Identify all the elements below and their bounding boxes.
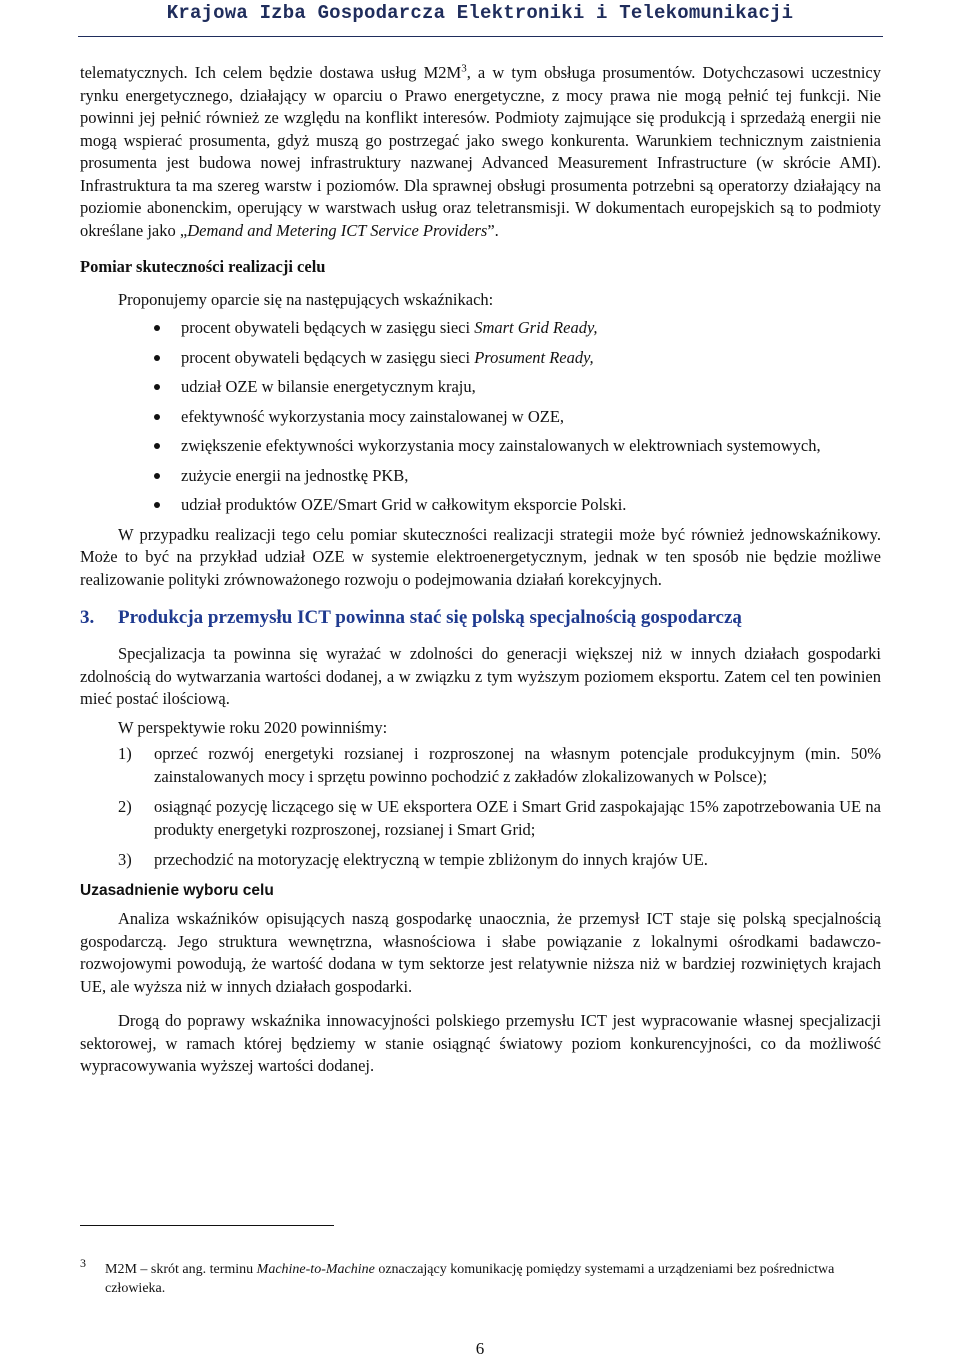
list-item: zwiększenie efektywności wykorzystania mocy zainstalowanych w elektrowniach systemowych, [80, 435, 881, 458]
footnote-ref[interactable]: 3 [461, 62, 467, 75]
page-content [80, 62, 881, 1078]
measurement-heading: Pomiar skuteczności realizacji celu [80, 257, 326, 276]
indicator-list [80, 317, 881, 517]
footnote-rule [80, 1225, 334, 1226]
goals-list [80, 743, 881, 872]
measurement-closing: W przypadku realizacji tego celu pomiar skuteczności realizacji strategii może być również jednowskaźnikowy. Może to być na przykład udział OZE w systemie elektroenergetycznym, jednak w ten sposób nie będzie możliwe realizowanie polityki zrównoważonego rozwoju o podejmowania działań korekcyjnych. [80, 524, 881, 589]
justification-para-2: Drogą do poprawy wskaźnika innowacyjności polskiego przemysłu ICT jest wypracowanie własnej specjalizacji sektorowej, w ramach której będziemy w stanie osiągnąć światowy poziom konkurencyjności, co da możliwość wypracowywania wyższej wartości dodanej. [80, 1011, 881, 1075]
justification-heading: Uzasadnienie wyboru celu [80, 881, 274, 899]
footnote-text: M2M – skrót ang. terminu Machine-to-Machine oznaczający komunikację pomiędzy systemami a urządzeniami bez pośrednictwa człowieka. [105, 1262, 835, 1296]
list-item: zużycie energii na jednostkę PKB, [80, 465, 881, 488]
list-item: 2) osiągnąć pozycję liczącego się w UE eksportera OZE i Smart Grid zaspokajając 15% zapotrzebowania UE na produkty energetyki rozproszonej, rozsianej i Smart Grid; [118, 797, 881, 839]
list-item: 3) przechodzić na motoryzację elektryczną w tempie zbliżonym do innych krajów UE. [118, 850, 708, 869]
measurement-intro: Proponujemy oparcie się na następujących wskaźnikach: [118, 289, 494, 309]
list-item: udział OZE w bilansie energetycznym kraju, [80, 376, 881, 399]
header-title: Krajowa Izba Gospodarcza Elektroniki i Telekomunikacji [166, 2, 794, 24]
section-3-para-2: W perspektywie roku 2020 powinniśmy: [118, 717, 388, 737]
section-heading: Produkcja przemysłu ICT powinna stać się polską specjalnością gospodarczą [118, 607, 742, 628]
running-header [0, 0, 960, 32]
page-number: 6 [475, 1339, 485, 1358]
section-3-para-1: Specjalizacja ta powinna się wyrażać w zdolności do generacji większej niż w innych działach gospodarki zdolnością do wytwarzania wartości dodanej, a w związku z tym wyższym poziomem eksportu. Zatem cel ten powinien mieć postać ilościową. [80, 644, 881, 708]
list-item: procent obywateli będących w zasięgu sieci Prosument Ready, [80, 347, 881, 370]
section-3-title [80, 605, 881, 631]
footnote-number: 3 [80, 1256, 86, 1270]
top-paragraph: telematycznych. Ich celem będzie dostawa usług $M2M^3$, a w tym obsługa prosumentów. Dotychczasowi uczestnicy rynku energetycznego, działający w oparciu o Prawo energetyczne, z mocy prawa nie mogą pełnić tej funkcji. Nie powinni jej pełnić również ze względu na konflikt interesów. Podmioty zajmujące się produkcją i sprzedażą energii nie mogą wspierać prosumenta, gdyż muszą go postrzegać jako swego konkurenta. Warunkiem technicznym zaistnienia prosumenta jest budowa nowej infrastruktury nazwanej Advanced Measurement Infrastructure (w skrócie AMI). Infrastruktura ta ma szereg warstw i poziomów. Dla sprawnej obsługi prosumenta potrzebni są operatorzy działający na poziomie abonenckim, operujący w warstwach usług oraz teletransmisji. W dokumentach europejskich są to podmioty określane jako „Demand and Metering ICT Service Providers”. [80, 62, 881, 240]
list-item: 1) oprzeć rozwój energetyki rozsianej i rozproszonej na własnym potencjale produkcyjnym (min. 50% zainstalowanych mocy i sprzętu powinno pochodzić z zakładów zlokalizowanych w Polsce); [118, 744, 881, 786]
header-rule [78, 36, 883, 37]
list-item: efektywność wykorzystania mocy zainstalowanej w OZE, [80, 406, 881, 429]
list-item: udział produktów OZE/Smart Grid w całkowitym eksporcie Polski. [80, 494, 881, 517]
footnote [80, 1256, 870, 1298]
section-number: 3. [80, 607, 95, 628]
list-item: procent obywateli będących w zasięgu sieci Smart Grid Ready, [80, 317, 881, 340]
justification-para-1: Analiza wskaźników opisujących naszą gospodarkę unaocznia, że przemysł ICT staje się polską specjalnością gospodarczą. Jego struktura wewnętrzna, własnościowa i słabe powiązanie z lokalnymi ośrodkami badawczo-rozwojowymi powodują, że wartość dodana w tym sektorze jest relatywnie niższa niż w bardziej rozwiniętych krajach UE, ale wyższa niż w innych działach gospodarki. [80, 909, 881, 996]
